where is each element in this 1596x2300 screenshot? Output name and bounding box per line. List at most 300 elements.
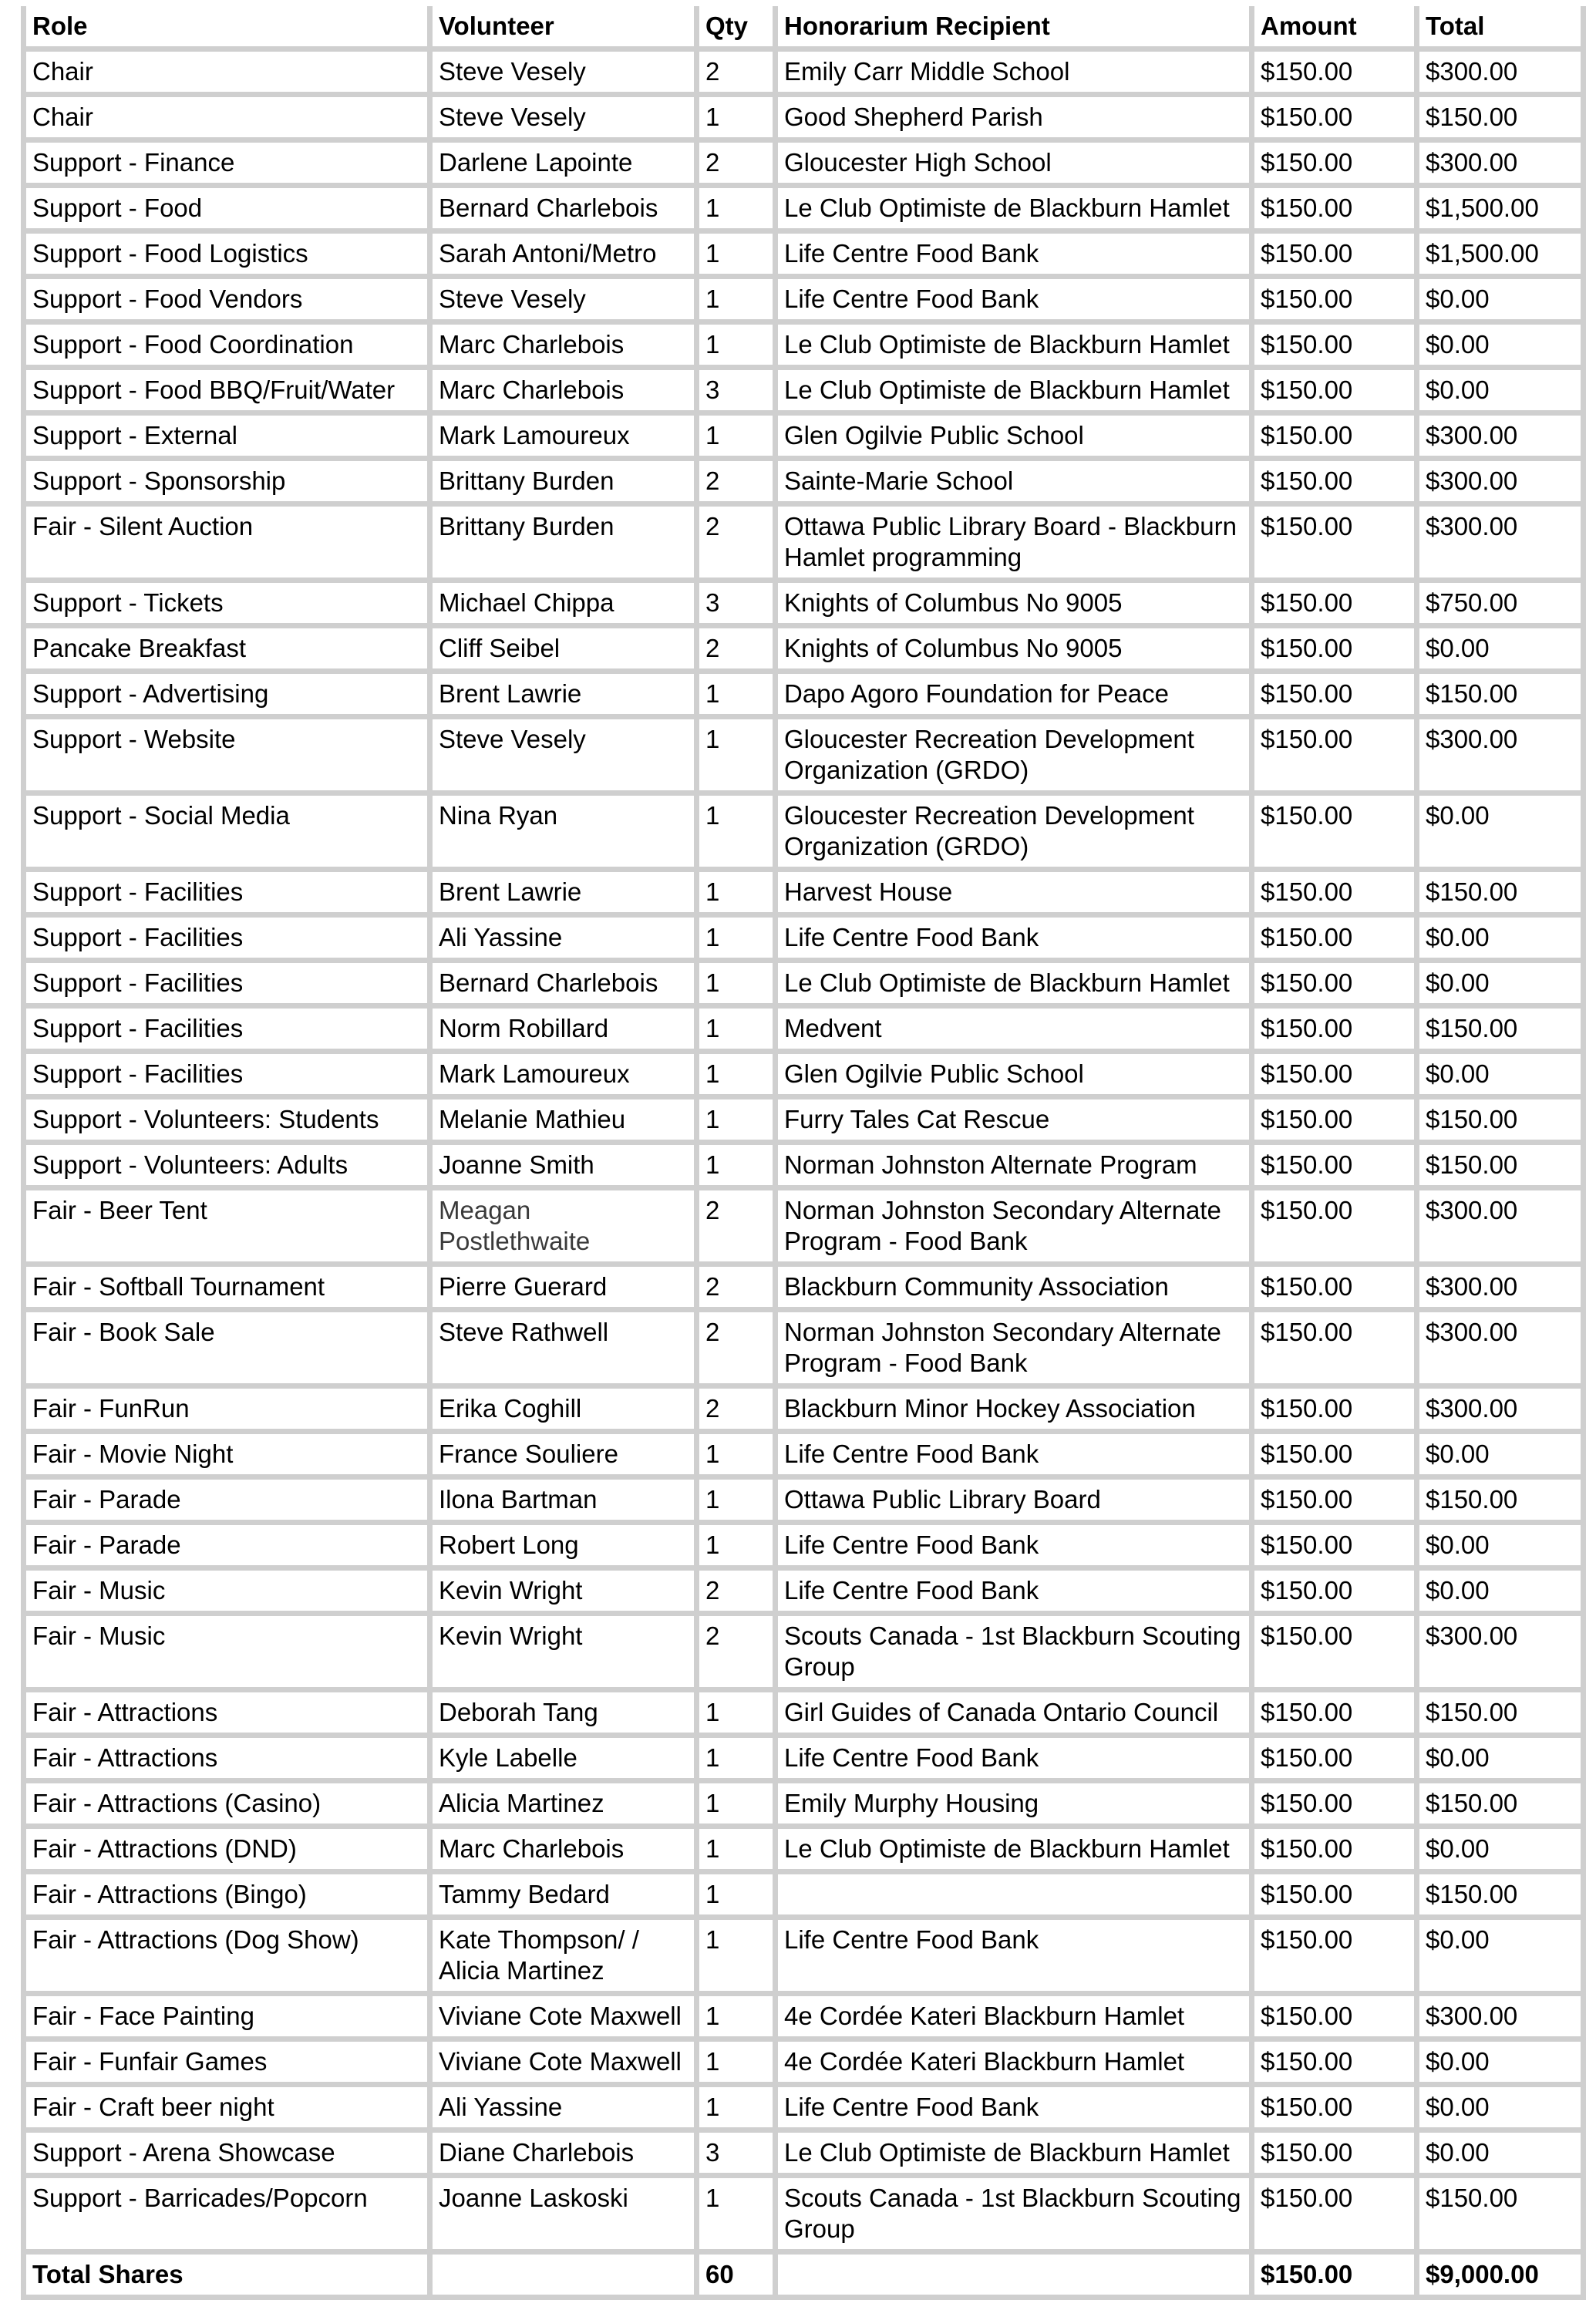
- total-cell: $150.00: [1419, 1099, 1586, 1145]
- amount-cell: $150.00: [1254, 325, 1419, 370]
- total-cell: $0.00: [1419, 370, 1586, 416]
- amount-cell: $150.00: [1254, 2042, 1419, 2087]
- volunteer-cell: Sarah Antoni/Metro: [433, 234, 699, 279]
- qty-cell: 1: [699, 1692, 778, 1738]
- header-amount: Amount: [1254, 6, 1419, 52]
- recipient-cell: Scouts Canada - 1st Blackburn Scouting Group: [778, 2178, 1254, 2255]
- volunteer-cell: Meagan Postlethwaite: [433, 1190, 699, 1267]
- amount-cell: $150.00: [1254, 1190, 1419, 1267]
- totals-label: Total Shares: [21, 2255, 433, 2300]
- role-cell: Fair - Beer Tent: [21, 1190, 433, 1267]
- table-row: [21, 872, 1586, 918]
- qty-cell: 2: [699, 1389, 778, 1434]
- volunteer-cell: Ali Yassine: [433, 2087, 699, 2133]
- table-row: [21, 416, 1586, 461]
- amount-cell: $150.00: [1254, 1525, 1419, 1571]
- table-row: [21, 2178, 1586, 2255]
- amount-cell: $150.00: [1254, 461, 1419, 507]
- qty-cell: 1: [699, 1145, 778, 1190]
- role-cell: Fair - Face Painting: [21, 1996, 433, 2042]
- role-cell: Fair - Music: [21, 1616, 433, 1692]
- table-header: [21, 6, 1586, 52]
- role-cell: Support - Food Logistics: [21, 234, 433, 279]
- qty-cell: 1: [699, 325, 778, 370]
- volunteer-cell: Melanie Mathieu: [433, 1099, 699, 1145]
- total-cell: $0.00: [1419, 2087, 1586, 2133]
- amount-cell: $150.00: [1254, 507, 1419, 583]
- amount-cell: $150.00: [1254, 918, 1419, 963]
- qty-cell: 1: [699, 1054, 778, 1099]
- recipient-cell: Knights of Columbus No 9005: [778, 628, 1254, 674]
- amount-cell: $150.00: [1254, 188, 1419, 234]
- amount-cell: $150.00: [1254, 416, 1419, 461]
- table-row: [21, 1920, 1586, 1996]
- qty-cell: 1: [699, 2178, 778, 2255]
- recipient-cell: Glen Ogilvie Public School: [778, 416, 1254, 461]
- recipient-cell: Emily Murphy Housing: [778, 1783, 1254, 1829]
- amount-cell: $150.00: [1254, 279, 1419, 325]
- qty-cell: 2: [699, 1571, 778, 1616]
- total-cell: $0.00: [1419, 628, 1586, 674]
- role-cell: Support - Facilities: [21, 963, 433, 1009]
- role-cell: Support - Advertising: [21, 674, 433, 719]
- total-cell: $150.00: [1419, 1145, 1586, 1190]
- recipient-cell: 4e Cordée Kateri Blackburn Hamlet: [778, 2042, 1254, 2087]
- amount-cell: $150.00: [1254, 1434, 1419, 1480]
- total-cell: $300.00: [1419, 1312, 1586, 1389]
- amount-cell: $150.00: [1254, 1389, 1419, 1434]
- volunteer-cell: Bernard Charlebois: [433, 188, 699, 234]
- role-cell: Fair - Attractions: [21, 1692, 433, 1738]
- recipient-cell: Furry Tales Cat Rescue: [778, 1099, 1254, 1145]
- table-row: [21, 1054, 1586, 1099]
- table-row: [21, 52, 1586, 97]
- role-cell: Support - Arena Showcase: [21, 2133, 433, 2178]
- recipient-cell: Le Club Optimiste de Blackburn Hamlet: [778, 325, 1254, 370]
- qty-cell: 1: [699, 97, 778, 143]
- volunteer-cell: Marc Charlebois: [433, 1829, 699, 1874]
- recipient-cell: Gloucester High School: [778, 143, 1254, 188]
- qty-cell: 1: [699, 234, 778, 279]
- qty-cell: 1: [699, 1480, 778, 1525]
- volunteer-cell: Alicia Martinez: [433, 1783, 699, 1829]
- totals-qty: 60: [699, 2255, 778, 2300]
- total-cell: $0.00: [1419, 796, 1586, 872]
- role-cell: Support - Volunteers: Adults: [21, 1145, 433, 1190]
- qty-cell: 1: [699, 2042, 778, 2087]
- qty-cell: 3: [699, 2133, 778, 2178]
- totals-recipient: [778, 2255, 1254, 2300]
- recipient-cell: Life Centre Food Bank: [778, 279, 1254, 325]
- table-row: [21, 143, 1586, 188]
- volunteer-cell: Viviane Cote Maxwell: [433, 1996, 699, 2042]
- role-cell: Chair: [21, 52, 433, 97]
- qty-cell: 2: [699, 52, 778, 97]
- qty-cell: 2: [699, 1190, 778, 1267]
- role-cell: Fair - Attractions (DND): [21, 1829, 433, 1874]
- recipient-cell: Sainte-Marie School: [778, 461, 1254, 507]
- table-row: [21, 188, 1586, 234]
- amount-cell: $150.00: [1254, 143, 1419, 188]
- recipient-cell: [778, 1874, 1254, 1920]
- qty-cell: 1: [699, 188, 778, 234]
- volunteer-cell: Kate Thompson/ / Alicia Martinez: [433, 1920, 699, 1996]
- qty-cell: 1: [699, 719, 778, 796]
- total-cell: $150.00: [1419, 1783, 1586, 1829]
- recipient-cell: Life Centre Food Bank: [778, 2087, 1254, 2133]
- qty-cell: 1: [699, 1874, 778, 1920]
- total-cell: $150.00: [1419, 1480, 1586, 1525]
- role-cell: Fair - Parade: [21, 1480, 433, 1525]
- volunteer-cell: Ilona Bartman: [433, 1480, 699, 1525]
- total-cell: $300.00: [1419, 1190, 1586, 1267]
- role-cell: Fair - Attractions: [21, 1738, 433, 1783]
- recipient-cell: Good Shepherd Parish: [778, 97, 1254, 143]
- role-cell: Fair - Funfair Games: [21, 2042, 433, 2087]
- amount-cell: $150.00: [1254, 52, 1419, 97]
- recipient-cell: Girl Guides of Canada Ontario Council: [778, 1692, 1254, 1738]
- role-cell: Support - Food Vendors: [21, 279, 433, 325]
- amount-cell: $150.00: [1254, 1571, 1419, 1616]
- total-cell: $0.00: [1419, 918, 1586, 963]
- role-cell: Support - Social Media: [21, 796, 433, 872]
- role-cell: Support - Facilities: [21, 1054, 433, 1099]
- role-cell: Fair - Movie Night: [21, 1434, 433, 1480]
- qty-cell: 1: [699, 796, 778, 872]
- volunteer-cell: Steve Vesely: [433, 719, 699, 796]
- recipient-cell: Le Club Optimiste de Blackburn Hamlet: [778, 188, 1254, 234]
- role-cell: Support - Tickets: [21, 583, 433, 628]
- volunteer-cell: France Souliere: [433, 1434, 699, 1480]
- volunteer-cell: Darlene Lapointe: [433, 143, 699, 188]
- volunteer-cell: Steve Vesely: [433, 97, 699, 143]
- amount-cell: $150.00: [1254, 1996, 1419, 2042]
- role-cell: Fair - Book Sale: [21, 1312, 433, 1389]
- volunteer-cell: Deborah Tang: [433, 1692, 699, 1738]
- total-cell: $0.00: [1419, 279, 1586, 325]
- table-row: [21, 1389, 1586, 1434]
- amount-cell: $150.00: [1254, 1054, 1419, 1099]
- role-cell: Support - Food BBQ/Fruit/Water: [21, 370, 433, 416]
- role-cell: Support - Facilities: [21, 872, 433, 918]
- recipient-cell: Ottawa Public Library Board - Blackburn Hamlet programming: [778, 507, 1254, 583]
- table-row: [21, 628, 1586, 674]
- table-row: [21, 1480, 1586, 1525]
- amount-cell: $150.00: [1254, 1829, 1419, 1874]
- totals-row: [21, 2255, 1586, 2300]
- amount-cell: $150.00: [1254, 1145, 1419, 1190]
- table-row: [21, 719, 1586, 796]
- volunteer-cell: Joanne Smith: [433, 1145, 699, 1190]
- totals-total: $9,000.00: [1419, 2255, 1586, 2300]
- qty-cell: 2: [699, 461, 778, 507]
- total-cell: $300.00: [1419, 1616, 1586, 1692]
- volunteer-cell: Robert Long: [433, 1525, 699, 1571]
- table-row: [21, 1434, 1586, 1480]
- total-cell: $300.00: [1419, 143, 1586, 188]
- table-row: [21, 1692, 1586, 1738]
- table-row: [21, 1571, 1586, 1616]
- recipient-cell: Life Centre Food Bank: [778, 1525, 1254, 1571]
- table-row: [21, 1009, 1586, 1054]
- role-cell: Support - Food: [21, 188, 433, 234]
- header-qty: Qty: [699, 6, 778, 52]
- volunteer-cell: Brent Lawrie: [433, 674, 699, 719]
- role-cell: Fair - Attractions (Bingo): [21, 1874, 433, 1920]
- volunteer-cell: Norm Robillard: [433, 1009, 699, 1054]
- total-cell: $150.00: [1419, 674, 1586, 719]
- amount-cell: $150.00: [1254, 583, 1419, 628]
- role-cell: Fair - Attractions (Casino): [21, 1783, 433, 1829]
- recipient-cell: Glen Ogilvie Public School: [778, 1054, 1254, 1099]
- table-row: [21, 1525, 1586, 1571]
- table-row: [21, 1267, 1586, 1312]
- total-cell: $300.00: [1419, 719, 1586, 796]
- total-cell: $150.00: [1419, 1009, 1586, 1054]
- table-row: [21, 1099, 1586, 1145]
- table-row: [21, 2042, 1586, 2087]
- total-cell: $0.00: [1419, 1571, 1586, 1616]
- amount-cell: $150.00: [1254, 628, 1419, 674]
- qty-cell: 1: [699, 1738, 778, 1783]
- header-volunteer: Volunteer: [433, 6, 699, 52]
- qty-cell: 2: [699, 628, 778, 674]
- total-cell: $300.00: [1419, 416, 1586, 461]
- recipient-cell: Le Club Optimiste de Blackburn Hamlet: [778, 1829, 1254, 1874]
- volunteer-cell: Erika Coghill: [433, 1389, 699, 1434]
- volunteer-cell: Pierre Guerard: [433, 1267, 699, 1312]
- amount-cell: $150.00: [1254, 963, 1419, 1009]
- volunteer-cell: Brent Lawrie: [433, 872, 699, 918]
- amount-cell: $150.00: [1254, 97, 1419, 143]
- recipient-cell: Scouts Canada - 1st Blackburn Scouting Group: [778, 1616, 1254, 1692]
- amount-cell: $150.00: [1254, 234, 1419, 279]
- table-row: [21, 234, 1586, 279]
- total-cell: $0.00: [1419, 1525, 1586, 1571]
- amount-cell: $150.00: [1254, 1783, 1419, 1829]
- table-row: [21, 796, 1586, 872]
- qty-cell: 1: [699, 1829, 778, 1874]
- volunteer-cell: Ali Yassine: [433, 918, 699, 963]
- amount-cell: $150.00: [1254, 1616, 1419, 1692]
- role-cell: Fair - Attractions (Dog Show): [21, 1920, 433, 1996]
- volunteer-cell: Mark Lamoureux: [433, 416, 699, 461]
- volunteer-cell: Steve Vesely: [433, 52, 699, 97]
- volunteer-cell: Marc Charlebois: [433, 370, 699, 416]
- header-role: Role: [21, 6, 433, 52]
- amount-cell: $150.00: [1254, 1874, 1419, 1920]
- total-cell: $0.00: [1419, 963, 1586, 1009]
- recipient-cell: Life Centre Food Bank: [778, 234, 1254, 279]
- qty-cell: 1: [699, 416, 778, 461]
- total-cell: $300.00: [1419, 1267, 1586, 1312]
- role-cell: Fair - Softball Tournament: [21, 1267, 433, 1312]
- recipient-cell: Life Centre Food Bank: [778, 1571, 1254, 1616]
- table-row: [21, 2133, 1586, 2178]
- recipient-cell: Blackburn Minor Hockey Association: [778, 1389, 1254, 1434]
- volunteer-cell: Nina Ryan: [433, 796, 699, 872]
- amount-cell: $150.00: [1254, 674, 1419, 719]
- recipient-cell: Life Centre Food Bank: [778, 1738, 1254, 1783]
- total-cell: $0.00: [1419, 1054, 1586, 1099]
- table-row: [21, 279, 1586, 325]
- total-cell: $300.00: [1419, 1389, 1586, 1434]
- volunteer-cell: Mark Lamoureux: [433, 1054, 699, 1099]
- amount-cell: $150.00: [1254, 370, 1419, 416]
- total-cell: $300.00: [1419, 461, 1586, 507]
- table-row: [21, 583, 1586, 628]
- header-total: Total: [1419, 6, 1586, 52]
- role-cell: Support - Volunteers: Students: [21, 1099, 433, 1145]
- qty-cell: 1: [699, 1996, 778, 2042]
- qty-cell: 1: [699, 1920, 778, 1996]
- role-cell: Support - Finance: [21, 143, 433, 188]
- total-cell: $150.00: [1419, 2178, 1586, 2255]
- table-row: [21, 507, 1586, 583]
- total-cell: $750.00: [1419, 583, 1586, 628]
- volunteer-cell: Diane Charlebois: [433, 2133, 699, 2178]
- volunteer-cell: Steve Rathwell: [433, 1312, 699, 1389]
- recipient-cell: Blackburn Community Association: [778, 1267, 1254, 1312]
- qty-cell: 1: [699, 2087, 778, 2133]
- table-row: [21, 370, 1586, 416]
- recipient-cell: Norman Johnston Secondary Alternate Program - Food Bank: [778, 1312, 1254, 1389]
- table-row: [21, 918, 1586, 963]
- qty-cell: 1: [699, 1525, 778, 1571]
- amount-cell: $150.00: [1254, 1920, 1419, 1996]
- qty-cell: 1: [699, 918, 778, 963]
- totals-amount: $150.00: [1254, 2255, 1419, 2300]
- table-row: [21, 1145, 1586, 1190]
- qty-cell: 3: [699, 370, 778, 416]
- amount-cell: $150.00: [1254, 1312, 1419, 1389]
- recipient-cell: Le Club Optimiste de Blackburn Hamlet: [778, 963, 1254, 1009]
- totals-volunteer: [433, 2255, 699, 2300]
- table-row: [21, 1616, 1586, 1692]
- volunteer-cell: Kevin Wright: [433, 1571, 699, 1616]
- table-row: [21, 1874, 1586, 1920]
- amount-cell: $150.00: [1254, 1009, 1419, 1054]
- total-cell: $0.00: [1419, 1920, 1586, 1996]
- volunteer-cell: Brittany Burden: [433, 461, 699, 507]
- amount-cell: $150.00: [1254, 1738, 1419, 1783]
- volunteer-cell: Steve Vesely: [433, 279, 699, 325]
- volunteer-cell: Kevin Wright: [433, 1616, 699, 1692]
- recipient-cell: Norman Johnston Secondary Alternate Program - Food Bank: [778, 1190, 1254, 1267]
- total-cell: $0.00: [1419, 2133, 1586, 2178]
- total-cell: $0.00: [1419, 1829, 1586, 1874]
- volunteer-cell: Michael Chippa: [433, 583, 699, 628]
- qty-cell: 1: [699, 1099, 778, 1145]
- recipient-cell: Gloucester Recreation Development Organization (GRDO): [778, 719, 1254, 796]
- honorarium-table: [21, 6, 1586, 2300]
- total-cell: $300.00: [1419, 507, 1586, 583]
- recipient-cell: Gloucester Recreation Development Organization (GRDO): [778, 796, 1254, 872]
- recipient-cell: Ottawa Public Library Board: [778, 1480, 1254, 1525]
- role-cell: Fair - Craft beer night: [21, 2087, 433, 2133]
- total-cell: $150.00: [1419, 97, 1586, 143]
- volunteer-cell: Joanne Laskoski: [433, 2178, 699, 2255]
- volunteer-cell: Marc Charlebois: [433, 325, 699, 370]
- table-row: [21, 1738, 1586, 1783]
- recipient-cell: 4e Cordée Kateri Blackburn Hamlet: [778, 1996, 1254, 2042]
- amount-cell: $150.00: [1254, 1099, 1419, 1145]
- total-cell: $300.00: [1419, 1996, 1586, 2042]
- amount-cell: $150.00: [1254, 2133, 1419, 2178]
- total-cell: $0.00: [1419, 1738, 1586, 1783]
- total-cell: $0.00: [1419, 2042, 1586, 2087]
- table-row: [21, 2087, 1586, 2133]
- header-row: [21, 6, 1586, 52]
- total-cell: $150.00: [1419, 1874, 1586, 1920]
- volunteer-cell: Tammy Bedard: [433, 1874, 699, 1920]
- amount-cell: $150.00: [1254, 1692, 1419, 1738]
- role-cell: Fair - Music: [21, 1571, 433, 1616]
- volunteer-cell: Brittany Burden: [433, 507, 699, 583]
- recipient-cell: Le Club Optimiste de Blackburn Hamlet: [778, 2133, 1254, 2178]
- volunteer-cell: Viviane Cote Maxwell: [433, 2042, 699, 2087]
- table-row: [21, 97, 1586, 143]
- table-row: [21, 1190, 1586, 1267]
- recipient-cell: Harvest House: [778, 872, 1254, 918]
- recipient-cell: Emily Carr Middle School: [778, 52, 1254, 97]
- amount-cell: $150.00: [1254, 2178, 1419, 2255]
- role-cell: Support - Facilities: [21, 1009, 433, 1054]
- volunteer-cell: Cliff Seibel: [433, 628, 699, 674]
- qty-cell: 1: [699, 963, 778, 1009]
- recipient-cell: Life Centre Food Bank: [778, 918, 1254, 963]
- qty-cell: 1: [699, 674, 778, 719]
- role-cell: Support - Website: [21, 719, 433, 796]
- amount-cell: $150.00: [1254, 2087, 1419, 2133]
- table-row: [21, 325, 1586, 370]
- recipient-cell: Knights of Columbus No 9005: [778, 583, 1254, 628]
- role-cell: Pancake Breakfast: [21, 628, 433, 674]
- table-row: [21, 1783, 1586, 1829]
- recipient-cell: Life Centre Food Bank: [778, 1920, 1254, 1996]
- volunteer-cell: Kyle Labelle: [433, 1738, 699, 1783]
- total-cell: $1,500.00: [1419, 234, 1586, 279]
- qty-cell: 1: [699, 1009, 778, 1054]
- role-cell: Chair: [21, 97, 433, 143]
- table-row: [21, 674, 1586, 719]
- amount-cell: $150.00: [1254, 719, 1419, 796]
- amount-cell: $150.00: [1254, 872, 1419, 918]
- total-cell: $0.00: [1419, 325, 1586, 370]
- table-row: [21, 461, 1586, 507]
- total-cell: $0.00: [1419, 1434, 1586, 1480]
- recipient-cell: Dapo Agoro Foundation for Peace: [778, 674, 1254, 719]
- role-cell: Support - External: [21, 416, 433, 461]
- qty-cell: 2: [699, 1267, 778, 1312]
- total-cell: $150.00: [1419, 872, 1586, 918]
- amount-cell: $150.00: [1254, 796, 1419, 872]
- volunteer-cell: Bernard Charlebois: [433, 963, 699, 1009]
- qty-cell: 1: [699, 1783, 778, 1829]
- role-cell: Fair - Parade: [21, 1525, 433, 1571]
- qty-cell: 3: [699, 583, 778, 628]
- qty-cell: 2: [699, 507, 778, 583]
- qty-cell: 1: [699, 279, 778, 325]
- table-row: [21, 963, 1586, 1009]
- table-row: [21, 1996, 1586, 2042]
- role-cell: Support - Barricades/Popcorn: [21, 2178, 433, 2255]
- role-cell: Support - Sponsorship: [21, 461, 433, 507]
- total-cell: $300.00: [1419, 52, 1586, 97]
- qty-cell: 2: [699, 143, 778, 188]
- table-footer: [21, 2255, 1586, 2300]
- table-row: [21, 1312, 1586, 1389]
